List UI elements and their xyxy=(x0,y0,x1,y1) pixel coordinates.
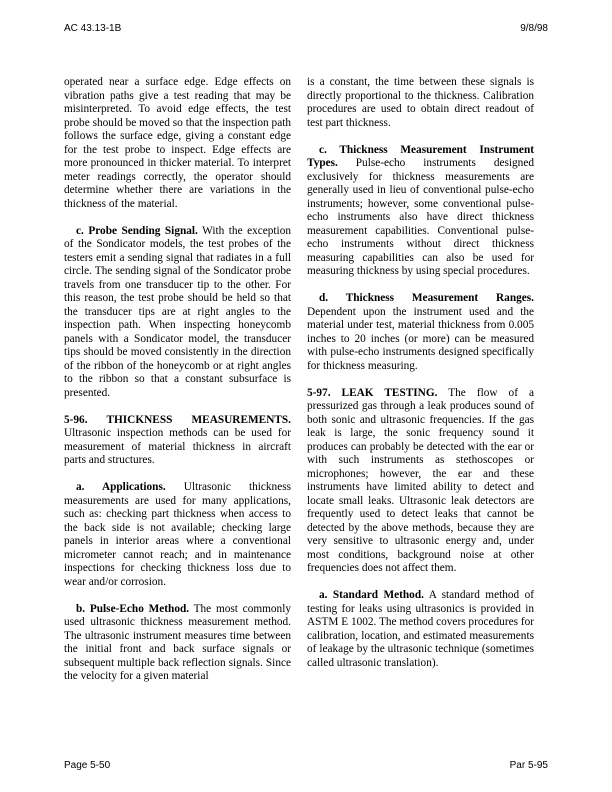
paragraph-heading: d. Thickness Measurement Ranges. xyxy=(319,292,534,304)
continuation-paragraph: operated near a surface edge. Edge effects on vibration paths give a test reading that may be misinterpreted. To avoid edge effects, the test probe should be moved so that the inspection path follows the surface edge, giving a constant edge for the test probe to inspect. Edge effects are more pronounced in thicker material. To interpret meter readings correctly, the operator should determine whether there are variations in the thickness of the material. xyxy=(64,76,291,210)
paragraph-a-standard-method xyxy=(307,589,534,670)
header-date: 9/8/98 xyxy=(520,23,548,34)
paragraph-a-applications xyxy=(64,481,291,589)
footer-paragraph-ref: Par 5-95 xyxy=(509,760,548,771)
paragraph-heading: c. Thickness Measurement Instrument Types. xyxy=(307,143,534,169)
paragraph-d-measurement-ranges xyxy=(307,292,534,373)
left-column xyxy=(64,76,291,697)
paragraph-c-probe-sending-signal xyxy=(64,225,291,401)
paragraph-body: Dependent upon the instrument used and the material under test, material thickness from 0.005 inches to 20 inches (or more) can be measured with pulse-echo instruments designed specifically for thickness measuring. xyxy=(307,305,534,372)
paragraph-body: With the exception of the Sondicator models, the test probes of the testers emit a sending signal that radiates in a full circle. The sending signal of the Sondicator probe travels from one transducer tip to the other. For this reason, the test probe should be held so that the transducer tips are at right angles to the inspection path. When inspecting honeycomb panels with a Sondicator model, the transducer tips should be moved consistently in the direction of the ribbon of the honeycomb or at right angles to the ribbon so that a constant subsurface is presented. xyxy=(64,224,291,399)
paragraph-body: Ultrasonic thickness measurements are used for many applications, such as: checking part thickness when access to the back side is not available; checking large panels in interior areas where a conventional micrometer cannot reach; and in maintenance inspections for checking thickness loss due to wear and/or corrosion. xyxy=(64,481,292,588)
paragraph-heading: b. Pulse-Echo Method. xyxy=(76,602,190,615)
paragraph-body: The most commonly used ultrasonic thickness measurement method. The ultrasonic instrument measures time between the initial front and back surface signals or subsequent multiple back reflection signals. Since the velocity for a given material xyxy=(64,602,291,682)
paragraph-c-instrument-types xyxy=(307,144,534,279)
section-5-97 xyxy=(307,387,534,576)
section-heading: 5-97. LEAK TESTING. xyxy=(307,386,438,399)
paragraph-heading: c. Probe Sending Signal. xyxy=(76,224,198,237)
right-column xyxy=(307,76,534,684)
header-doc-number: AC 43.13-1B xyxy=(64,23,122,34)
paragraph-b-pulse-echo xyxy=(64,603,291,684)
section-heading: 5-96. THICKNESS MEASUREMENTS. xyxy=(64,413,291,426)
section-body: The flow of a pressurized gas through a leak produces sound of both sonic and ultrasonic frequencies. If the gas leak is large, the sonic frequency sound it produces can probably be detected with the ear or with such instruments as stethoscopes or microphones; however, the ear and these instruments have limited ability to detect and locate small leaks. Ultrasonic leak detectors are frequently used to detect leaks that cannot be detected by the above methods, because they are very sensitive to ultrasonic energy and, under most conditions, background noise at other frequencies does not affect them. xyxy=(307,386,534,574)
paragraph-body: Pulse-echo instruments designed exclusively for thickness measurements are generally used in lieu of conventional pulse-echo instruments; however, some conventional pulse-echo instruments also have direct thickness measurement capabilities. Conventional pulse-echo instruments without direct thickness measuring capabilities can also be used for measuring thickness by using special procedures. xyxy=(307,157,534,277)
continuation-paragraph: is a constant, the time between these signals is directly proportional to the thickness. Calibration procedures are used to obtain direct readout of test part thickness. xyxy=(307,76,534,129)
section-5-96 xyxy=(64,414,291,468)
paragraph-heading: a. Applications. xyxy=(76,481,166,493)
paragraph-body: A standard method of testing for leaks using ultrasonics is provided in ASTM E 1002. The method covers procedures for calibration, location, and estimated measurements of leakage by the ultrasonic technique (sometimes called ultrasonic translation). xyxy=(307,589,534,669)
paragraph-heading: a. Standard Method. xyxy=(319,589,424,601)
footer-page-number: Page 5-50 xyxy=(64,760,111,771)
section-body: Ultrasonic inspection methods can be used for measurement of material thickness in aircraft parts and structures. xyxy=(64,427,291,466)
